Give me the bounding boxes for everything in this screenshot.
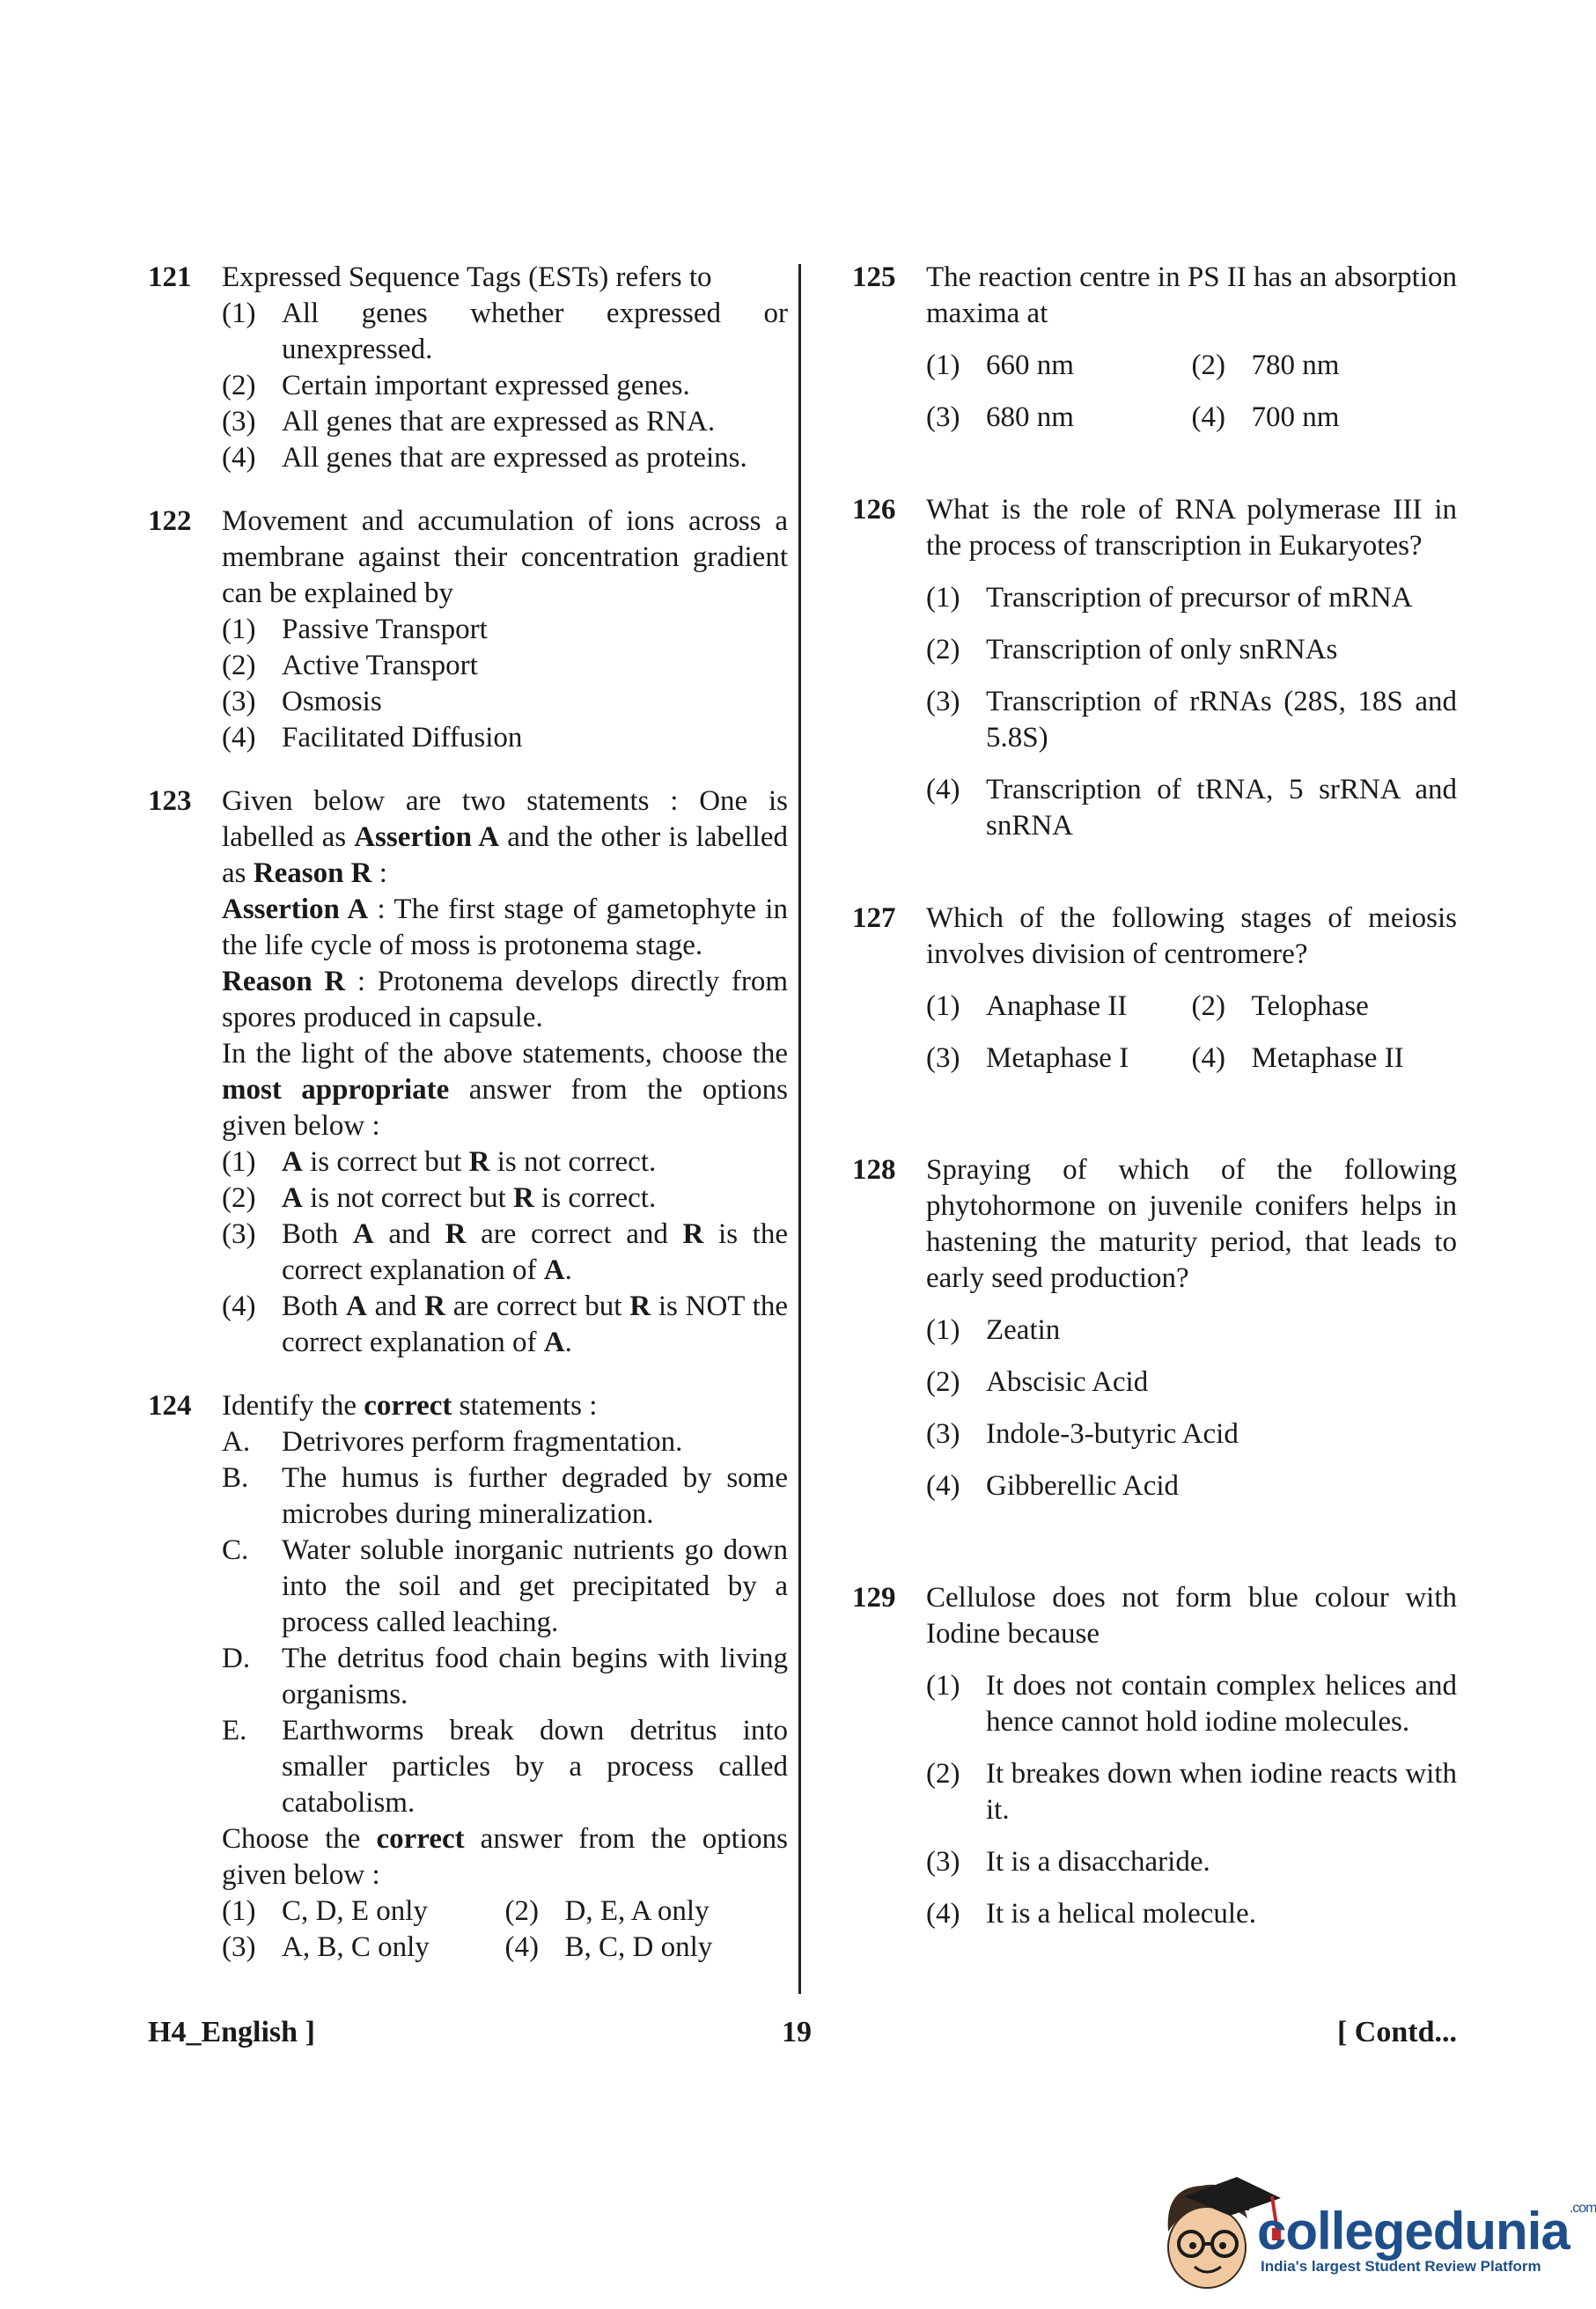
question-stem: Identify the correct statements : xyxy=(222,1390,598,1422)
option-4: (4) It is a helical molecule. xyxy=(926,1898,1256,1930)
question-124 xyxy=(148,1388,788,1966)
question-128 xyxy=(852,1152,1457,1504)
option-4: (4) 700 nm xyxy=(1191,401,1340,433)
option-2: (2) 780 nm xyxy=(1191,349,1340,381)
question-number: 121 xyxy=(148,261,192,293)
statement-e: E. Earthworms break down detritus into smaller particles by a process called catabolism. xyxy=(222,1715,788,1819)
option-4: (4) B, C, D only xyxy=(504,1931,713,1963)
instruction-text: In the light of the above statements, choose the most appropriate answer from the options given below : xyxy=(222,1038,788,1142)
option-3: (3) A, B, C only xyxy=(222,1931,430,1963)
option-2: (2) Active Transport xyxy=(222,650,478,681)
option-3: (3) 680 nm xyxy=(926,401,1074,433)
option-2: (2) Transcription of only snRNAs xyxy=(926,634,1338,665)
question-stem: Cellulose does not form blue colour with Iodine because xyxy=(926,1582,1457,1650)
question-stem: The reaction centre in PS II has an absorption maxima at xyxy=(926,261,1457,329)
question-stem: Which of the following stages of meiosis involves division of centromere? xyxy=(926,902,1457,970)
statement-d: D. The detritus food chain begins with living organisms. xyxy=(222,1643,788,1710)
brand-tagline: India's largest Student Review Platform xyxy=(1261,2258,1541,2275)
option-2: (2) Abscisic Acid xyxy=(926,1366,1149,1398)
reason-statement: Reason R : Protonema develops directly from spores produced in capsule. xyxy=(222,966,788,1033)
option-1: (1) Passive Transport xyxy=(222,614,488,645)
question-126 xyxy=(852,492,1457,844)
options-grid xyxy=(222,1894,788,1966)
option-4: (4) Metaphase II xyxy=(1191,1042,1404,1074)
option-2: (2) A is not correct but R is correct. xyxy=(222,1182,657,1214)
option-1: (1) It does not contain complex helices and hence cannot hold iodine molecules. xyxy=(926,1670,1457,1738)
option-2: (2) Certain important expressed genes. xyxy=(222,370,690,401)
option-2: (2) D, E, A only xyxy=(504,1895,710,1927)
options-grid xyxy=(926,332,1457,436)
statement-b: B. The humus is further degraded by some microbes during mineralization. xyxy=(222,1462,788,1530)
question-stem: Given below are two statements : One is labelled as Assertion A and the other is labelled as Reason R : xyxy=(222,785,788,889)
question-125 xyxy=(852,260,1457,436)
option-3: (3) It is a disaccharide. xyxy=(926,1846,1210,1878)
option-1: (1) C, D, E only xyxy=(222,1895,428,1927)
option-3: (3) Both A and R are correct and R is the correct explanation of A. xyxy=(222,1218,788,1286)
options-grid xyxy=(926,973,1457,1077)
question-number: 128 xyxy=(852,1154,896,1186)
statement-c: C. Water soluble inorganic nutrients go down into the soil and get precipitated by a process called leaching. xyxy=(222,1534,788,1638)
continued-label: [ Contd... xyxy=(1336,2016,1457,2048)
question-number: 126 xyxy=(852,494,896,526)
option-4: (4) Both A and R are correct but R is NOT the correct explanation of A. xyxy=(222,1291,788,1358)
page-footer xyxy=(148,2016,1457,2055)
option-1: (1) 660 nm xyxy=(926,349,1074,381)
option-1: (1) A is correct but R is not correct. xyxy=(222,1146,657,1178)
instruction-text: Choose the correct answer from the options given below : xyxy=(222,1823,788,1891)
question-stem: Movement and accumulation of ions across a membrane against their concentration gradient can be explained by xyxy=(222,505,788,609)
question-121 xyxy=(148,260,788,476)
question-number: 124 xyxy=(148,1390,192,1422)
booklet-code: H4_English ] xyxy=(148,2016,315,2048)
question-129 xyxy=(852,1580,1457,1932)
option-1: (1) Anaphase II xyxy=(926,990,1128,1022)
question-127 xyxy=(852,901,1457,1077)
brand-logo[interactable] xyxy=(1257,2201,1596,2276)
assertion-statement: Assertion A : The first stage of gametophyte in the life cycle of moss is protonema stage. xyxy=(222,893,788,961)
left-column xyxy=(148,260,788,1966)
question-stem: Expressed Sequence Tags (ESTs) refers to xyxy=(222,261,712,293)
option-3: (3) Transcription of rRNAs (28S, 18S and 5.8S) xyxy=(926,686,1457,754)
page-number: 19 xyxy=(782,2016,812,2048)
option-1: (1) Zeatin xyxy=(926,1314,1061,1346)
question-number: 123 xyxy=(148,785,192,817)
question-122 xyxy=(148,504,788,756)
question-123 xyxy=(148,783,788,1361)
question-number: 129 xyxy=(852,1582,896,1614)
question-stem: What is the role of RNA polymerase III in the process of transcription in Eukaryotes? xyxy=(926,494,1457,562)
question-number: 125 xyxy=(852,261,896,293)
brand-name: collegedunia$^{.com}$ xyxy=(1257,2201,1596,2261)
option-4: (4) Transcription of tRNA, 5 srRNA and snRNA xyxy=(926,774,1457,842)
question-stem: Spraying of which of the following phytohormone on juvenile conifers helps in hastening the maturity period, that leads to early seed production? xyxy=(926,1154,1457,1294)
option-3: (3) Metaphase I xyxy=(926,1042,1129,1074)
right-column xyxy=(852,260,1457,1932)
statement-a: A. Detrivores perform fragmentation. xyxy=(222,1426,683,1458)
question-number: 127 xyxy=(852,902,896,934)
option-3: (3) Osmosis xyxy=(222,686,382,717)
option-1: (1) All genes whether expressed or unexpressed. xyxy=(222,298,788,365)
question-number: 122 xyxy=(148,505,192,537)
option-3: (3) All genes that are expressed as RNA. xyxy=(222,406,716,438)
option-3: (3) Indole-3-butyric Acid xyxy=(926,1418,1239,1450)
option-4: (4) Facilitated Diffusion xyxy=(222,722,523,754)
column-divider xyxy=(798,264,801,1994)
option-4: (4) Gibberellic Acid xyxy=(926,1470,1180,1502)
option-2: (2) It breakes down when iodine reacts with it. xyxy=(926,1758,1457,1826)
option-1: (1) Transcription of precursor of mRNA xyxy=(926,582,1413,614)
option-4: (4) All genes that are expressed as proteins. xyxy=(222,442,747,474)
option-2: (2) Telophase xyxy=(1191,990,1369,1022)
